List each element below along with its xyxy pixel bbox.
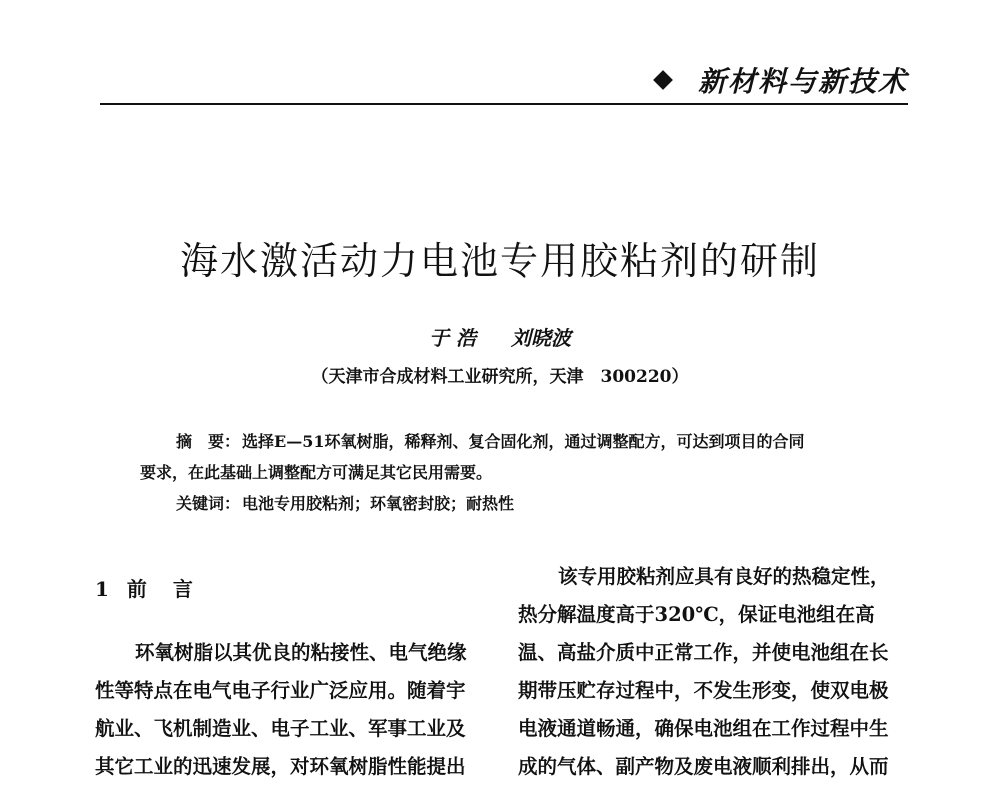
body-line: 环氧树脂以其优良的粘接性、电气绝缘 [135, 641, 467, 664]
body-line: 其它工业的迅速发展，对环氧树脂性能提出 [95, 755, 466, 778]
right-column [518, 558, 908, 786]
keywords-text: 电池专用胶粘剂；环氧密封胶；耐热性 [242, 494, 515, 513]
body-line: 期带压贮存过程中，不发生形变，使双电极 [518, 679, 889, 702]
keywords-line [140, 488, 870, 519]
affiliation: （天津市合成材料工业研究所，天津 300220） [311, 367, 689, 387]
section-heading-text: 前言 [126, 577, 219, 601]
author-2: 刘晓波 [510, 326, 571, 350]
body-line: 航业、飞机制造业、电子工业、军事工业及 [95, 717, 466, 740]
body-line: 性等特点在电气电子行业广泛应用。随着宇 [95, 679, 466, 702]
abstract-label: 摘 要： [176, 432, 241, 451]
author-1: 于 浩 [429, 326, 476, 350]
abstract-text-1: 选择E—51环氧树脂，稀释剂、复合固化剂，通过调整配方，可达到项目的合同 [242, 432, 805, 451]
abstract-line-1 [140, 426, 870, 457]
paper-title: 海水激活动力电池专用胶粘剂的研制 [179, 239, 820, 283]
abstract-line-2: 要求，在此基础上调整配方可满足其它民用需要。 [140, 463, 493, 482]
section-number: 1 [95, 577, 109, 601]
diamond-bullet-icon [653, 70, 673, 90]
authors [0, 322, 1000, 351]
running-header [656, 60, 908, 100]
left-column [95, 558, 485, 786]
header-rule [100, 103, 908, 105]
keywords-label: 关键词： [176, 494, 241, 513]
body-line: 成的气体、副产物及废电液顺利排出，从而 [518, 755, 889, 778]
body-line: 电液通道畅通，确保电池组在工作过程中生 [518, 717, 889, 740]
body-line: 热分解温度高于320℃，保证电池组在高 [518, 603, 875, 626]
section-name: 新材料与新技术 [697, 65, 908, 98]
body-line: 温、高盐介质中正常工作，并使电池组在长 [518, 641, 889, 664]
abstract-block [140, 426, 870, 519]
section-heading [95, 558, 485, 608]
body-line: 该专用胶粘剂应具有良好的热稳定性， [558, 565, 890, 588]
